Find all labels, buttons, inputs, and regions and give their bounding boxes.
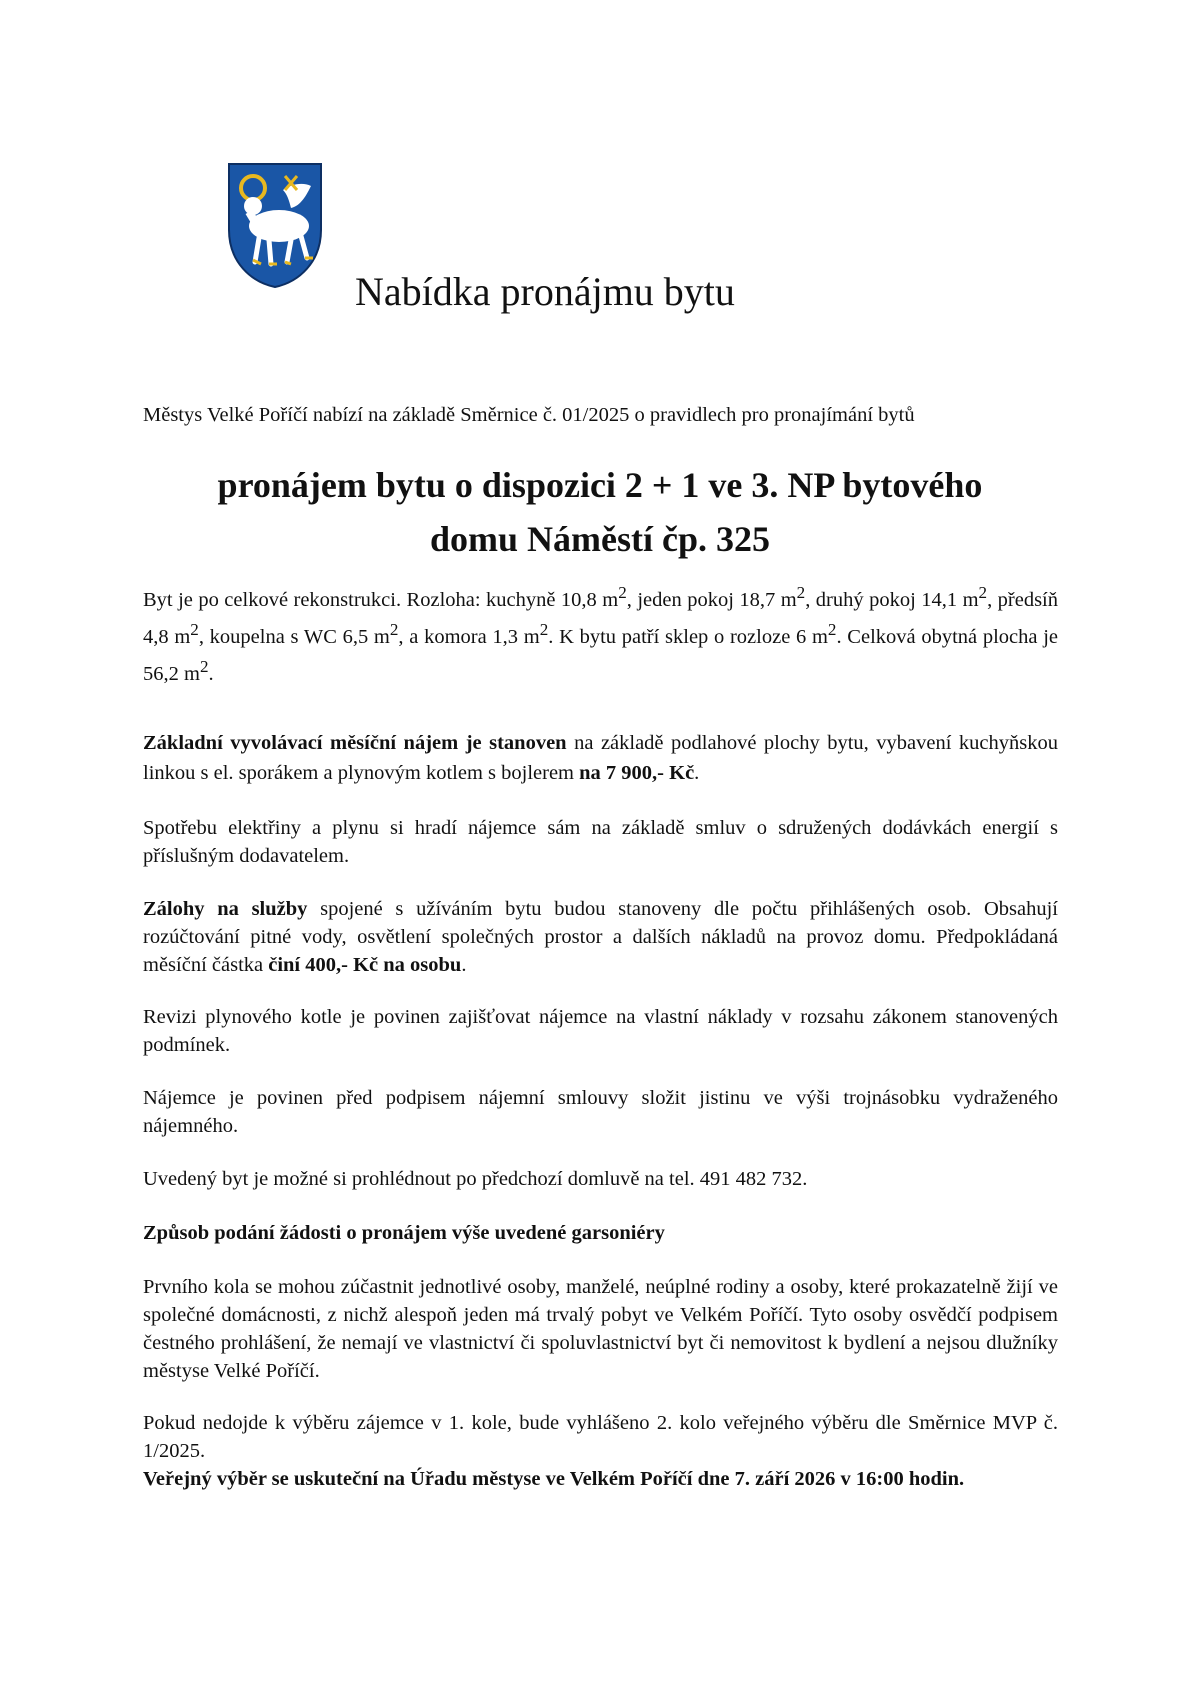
- heading-line-1: pronájem bytu o dispozici 2 + 1 ve 3. NP bytového: [217, 465, 983, 505]
- heading-line-2: domu Náměstí čp. 325: [430, 519, 770, 559]
- paragraph-deposit: Nájemce je povinen před podpisem nájemní smlouvy složit jistinu ve výši trojnásobku vydraženého nájemného.: [143, 1087, 1058, 1137]
- paragraph-boiler: Revizi plynového kotle je povinen zajišťovat nájemce na vlastní náklady v rozsahu zákonem stanovených podmínek.: [143, 1006, 1058, 1056]
- paragraph-public-selection: Veřejný výběr se uskuteční na Úřadu městyse ve Velkém Poříčí dne 7. září 2026 v 16:00 hodin.: [143, 1468, 965, 1490]
- paragraph-services: Zálohy na služby spojené s užíváním bytu budou stanoveny dle počtu přihlášených osob. Obsahují rozúčtování pitné vody, osvětlení společných prostor a dalších nákladů na provoz domu. Předpokládaná měsíční částka činí 400,- Kč na osobu.: [143, 898, 1059, 976]
- paragraph-rent: Základní vyvolávací měsíční nájem je stanoven na základě podlahové plochy bytu, vybavení kuchyňskou linkou s el. sporákem a plynovým kotlem s bojlerem na 7 900,- Kč.: [143, 732, 1059, 784]
- intro-paragraph: Městys Velké Poříčí nabízí na základě Směrnice č. 01/2025 o pravidlech pro pronajímání bytů: [143, 404, 915, 426]
- paragraph-eligibility: Prvního kola se mohou zúčastnit jednotlivé osoby, manželé, neúplné rodiny a osoby, které prokazatelně žijí ve společné domácnosti, z nichž alespoň jeden má trvalý pobyt ve Velkém Poříčí. Tyto osoby osvědčí podpisem čestného prohlášení, že nemají ve vlastnictví či spoluvlastnictví byt či nemovitost k bydlení a nejsou dlužníky městyse Velké Poříčí.: [143, 1276, 1058, 1382]
- main-heading: [140, 458, 1060, 566]
- paragraph-energy: Spotřebu elektřiny a plynu si hradí nájemce sám na základě smluv o sdružených dodávkách energií s příslušným dodavatelem.: [143, 817, 1058, 867]
- subheading-application: Způsob podání žádosti o pronájem výše uvedené garsoniéry: [143, 1222, 665, 1244]
- paragraph-rooms: Byt je po celkové rekonstrukci. Rozloha: kuchyně 10,8 $m^2$, jeden pokoj 18,7 $m^2$, druhý pokoj 14,1 $m^2$, předsíň 4,8 $m^2$, koupelna s WC 6,5 $m^2$, a komora 1,3 $m^2$. K bytu patří sklep o rozloze 6 $m^2$. Celková obytná plocha je 56,2 $m^2$.: [143, 583, 1058, 685]
- paragraph-second-round: Pokud nedojde k výběru zájemce v 1. kole, bude vyhlášeno 2. kolo veřejného výběru dle Směrnice MVP č. 1/2025.: [143, 1412, 1058, 1462]
- paragraph-viewing: Uvedený byt je možné si prohlédnout po předchozí domluvě na tel. 491 482 732.: [143, 1168, 808, 1190]
- document-title: Nabídka pronájmu bytu: [355, 269, 735, 314]
- coat-of-arms-lamb-icon: [225, 160, 325, 290]
